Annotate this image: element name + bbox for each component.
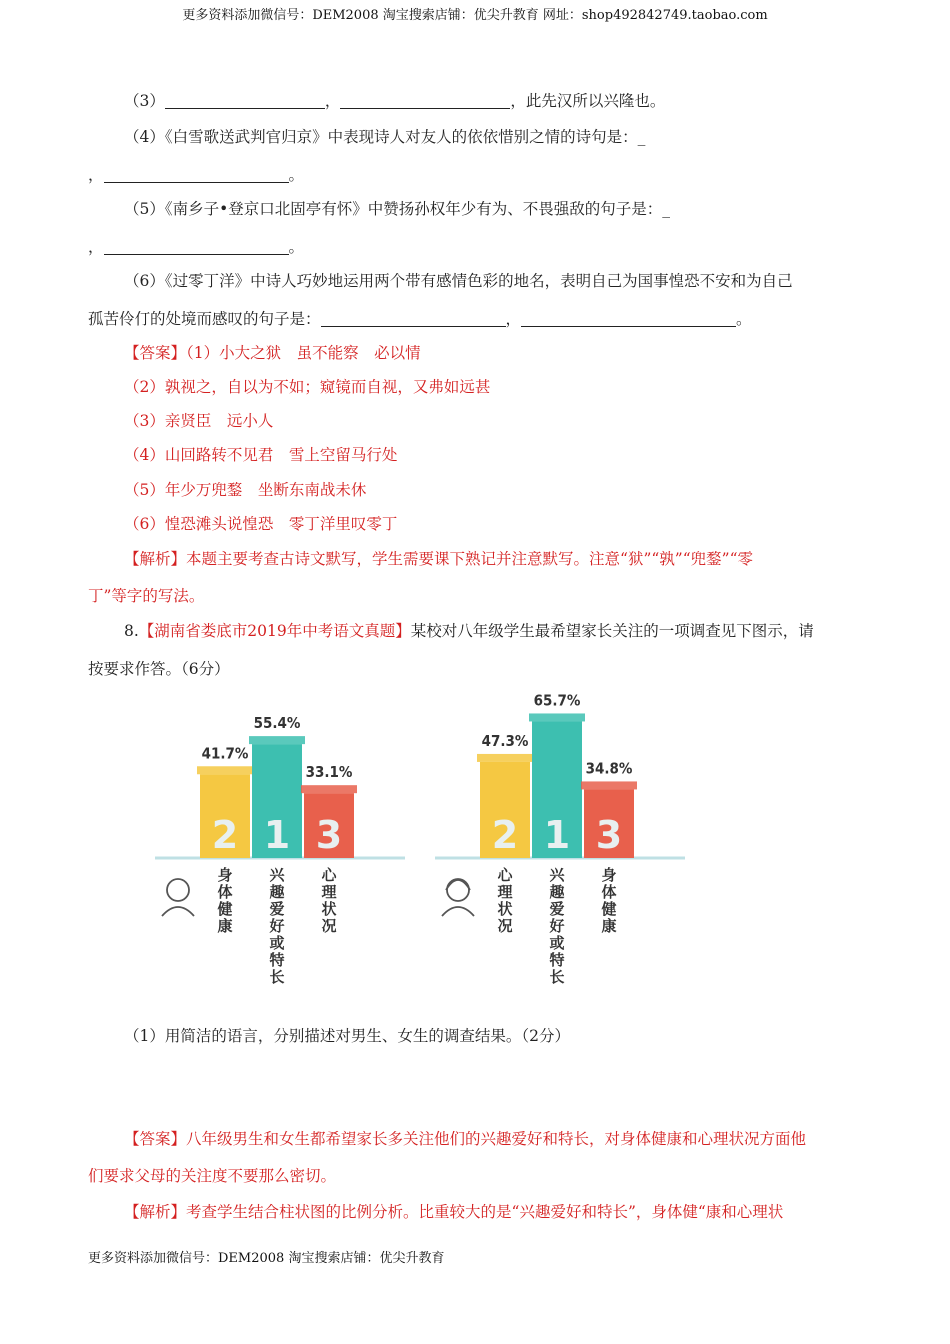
answer-5: （5）年少万兜鍪 坐断东南战未休	[124, 481, 367, 499]
girl-avatar-icon	[442, 879, 474, 916]
question-8-sub-1: （1）用简洁的语言，分别描述对男生、女生的调查结果。（2分）	[124, 1027, 570, 1045]
value-label: 41.7%	[201, 744, 249, 763]
rank-label: 3	[315, 813, 343, 857]
bar-cap	[529, 713, 585, 721]
category-label: 心理状况	[321, 866, 337, 935]
answer-8: 【答案】八年级男生和女生都希望家长多关注他们的兴趣爱好和特长，对身体健康和心理状况方面他	[124, 1130, 807, 1148]
rank-label: 2	[491, 813, 519, 857]
page-header: 更多资料添加微信号：DEM2008 淘宝搜索店铺：优尖升教育 网址：shop492842749.taobao.com	[182, 8, 768, 23]
answer-blank	[321, 310, 506, 327]
answer-4: （4）山回路转不见君 雪上空留马行处	[124, 446, 398, 464]
rank-label: 3	[595, 813, 623, 857]
question-5-continued: ， 。	[88, 238, 305, 256]
answer-blank	[104, 238, 289, 255]
answer-1: 【答案】（1）小大之狱 虽不能察 必以情	[124, 344, 421, 362]
question-4-continued: ， 。	[88, 166, 305, 184]
category-label: 身体健康	[217, 866, 233, 935]
question-source: 【湖南省娄底市2019年中考语文真题】	[138, 622, 411, 640]
answer-label: 【答案】	[124, 1130, 187, 1148]
rank-label: 1	[543, 813, 571, 857]
value-label: 47.3%	[481, 731, 529, 750]
answer-2: （2）孰视之，自以为不如；窥镜而自视，又弗如远甚	[124, 378, 491, 396]
bar-cap	[581, 781, 637, 789]
boy-avatar-icon	[162, 879, 194, 916]
question-5: （5）《南乡子•登京口北固亭有怀》中赞扬孙权年少有为、不畏强敌的句子是：_	[124, 200, 671, 218]
category-label: 心理状况	[497, 866, 513, 935]
value-label: 34.8%	[585, 759, 633, 778]
bar-cap	[249, 736, 305, 744]
answer-blank	[340, 92, 510, 109]
analysis-1-continued: 丁”等字的写法。	[88, 587, 205, 605]
category-label: 兴趣爱好或特长	[269, 866, 285, 986]
category-label: 身体健康	[601, 866, 617, 935]
answer-8-continued: 们要求父母的关注度不要那么密切。	[88, 1167, 337, 1185]
value-label: 33.1%	[305, 763, 353, 782]
answer-3: （3）亲贤臣 远小人	[124, 412, 274, 430]
bar-cap	[197, 766, 253, 774]
rank-label: 1	[263, 813, 291, 857]
survey-bar-charts	[145, 690, 685, 990]
value-label: 55.4%	[253, 714, 301, 733]
rank-label: 2	[211, 813, 239, 857]
answer-blank	[521, 310, 736, 327]
page-footer: 更多资料添加微信号：DEM2008 淘宝搜索店铺：优尖升教育	[88, 1251, 445, 1266]
answer-blank	[104, 166, 289, 183]
analysis-label: 【解析】	[124, 550, 187, 568]
analysis-label: 【解析】	[124, 1203, 187, 1221]
question-6: （6）《过零丁洋》中诗人巧妙地运用两个带有感情色彩的地名，表明自己为国事惶恐不安和为自己	[124, 272, 793, 290]
question-3: （3） ， ，此先汉所以兴隆也。	[124, 92, 666, 110]
answer-label: 【答案】	[124, 344, 187, 362]
question-4: （4）《白雪歌送武判官归京》中表现诗人对友人的依依惜别之情的诗句是：_	[124, 128, 646, 146]
question-6-continued: 孤苦伶仃的处境而感叹的句子是： ， 。	[88, 310, 752, 328]
analysis-8: 【解析】考查学生结合柱状图的比例分析。比重较大的是“兴趣爱好和特长”，身体健“康和心理状	[124, 1203, 784, 1221]
bar-cap	[301, 785, 357, 793]
answer-blank	[165, 92, 325, 109]
answer-6: （6）惶恐滩头说惶恐 零丁洋里叹零丁	[124, 515, 398, 533]
chart-girls	[435, 691, 685, 986]
question-8: 8.【湖南省娄底市2019年中考语文真题】某校对八年级学生最希望家长关注的一项调查见下图示，请	[124, 622, 814, 640]
category-label: 兴趣爱好或特长	[549, 866, 565, 986]
question-8-continued: 按要求作答。（6分）	[88, 660, 230, 678]
bar-cap	[477, 754, 533, 762]
value-label: 65.7%	[533, 691, 581, 710]
analysis-1: 【解析】本题主要考查古诗文默写，学生需要课下熟记并注意默写。注意“狱”“孰”“兜鍪”“零	[124, 550, 753, 568]
chart-boys	[155, 714, 405, 986]
